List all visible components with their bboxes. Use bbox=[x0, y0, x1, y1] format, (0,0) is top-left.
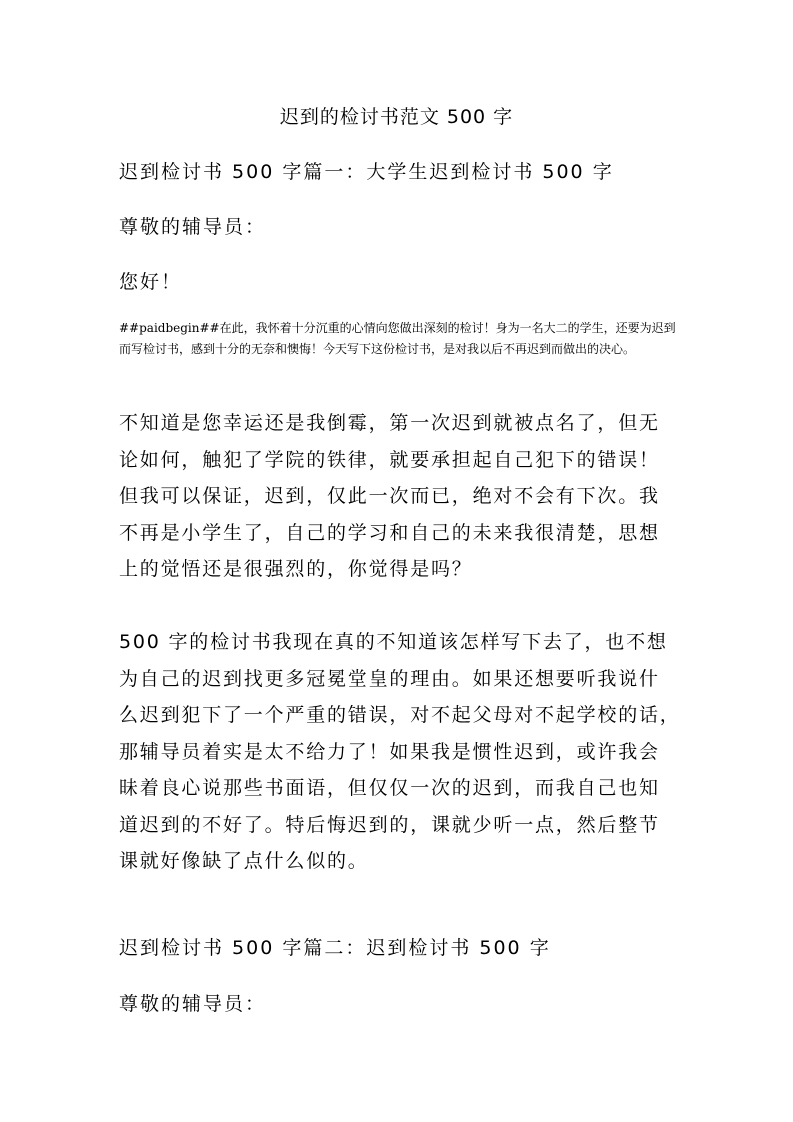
salutation-1: 尊敬的辅导员： bbox=[119, 216, 267, 238]
paragraph-2-line: 道迟到的不好了。特后悔迟到的，课就少听一点，然后整节 bbox=[119, 813, 660, 836]
section-heading-2: 迟到检讨书 500 字篇二：迟到检讨书 500 字 bbox=[119, 937, 551, 959]
paragraph-2-line: 课就好像缺了点什么似的。 bbox=[119, 850, 369, 872]
paragraph-1-line: 不再是小学生了，自己的学习和自己的未来我很清楚，思想 bbox=[119, 521, 660, 544]
greeting: 您好！ bbox=[119, 271, 183, 293]
paragraph-1-line: 但我可以保证，迟到，仅此一次而已，绝对不会有下次。我 bbox=[119, 485, 660, 507]
document-title: 迟到的检讨书范文 500 字 bbox=[279, 106, 514, 128]
paragraph-1 bbox=[119, 405, 679, 588]
paragraph-2-line: 么迟到犯下了一个严重的错误，对不起父母对不起学校的话， bbox=[119, 704, 681, 726]
paragraph-2-line: 昧着良心说那些书面语，但仅仅一次的迟到，而我自己也知 bbox=[119, 777, 660, 799]
paragraph-1-line: 上的觉悟还是很强烈的，你觉得是吗？ bbox=[119, 558, 473, 580]
paragraph-2-line: 为自己的迟到找更多冠冕堂皇的理由。如果还想要听我说什 bbox=[119, 667, 660, 690]
paragraph-2-line: 那辅导员着实是太不给力了！如果我是惯性迟到，或许我会 bbox=[119, 740, 660, 763]
paragraph-1-line: 不知道是您幸运还是我倒霉，第一次迟到就被点名了，但无 bbox=[119, 412, 660, 434]
paragraph-2 bbox=[119, 624, 679, 880]
paragraph-2-line: 500 字的检讨书我现在真的不知道该怎样写下去了，也不想 bbox=[119, 631, 668, 653]
intro-paragraph: ##paidbegin##在此，我怀着十分沉重的心情向您做出深刻的检讨！身为一名大二的学生，还要为迟到而写检讨书，感到十分的无奈和懊悔！今天写下这份检讨书，是对我以后不再迟到而做出的决心。 bbox=[119, 321, 676, 356]
section-heading-1: 迟到检讨书 500 字篇一：大学生迟到检讨书 500 字 bbox=[119, 161, 614, 183]
salutation-2: 尊敬的辅导员： bbox=[119, 993, 267, 1015]
paragraph-1-line: 论如何，触犯了学院的铁律，就要承担起自己犯下的错误！ bbox=[119, 448, 660, 471]
